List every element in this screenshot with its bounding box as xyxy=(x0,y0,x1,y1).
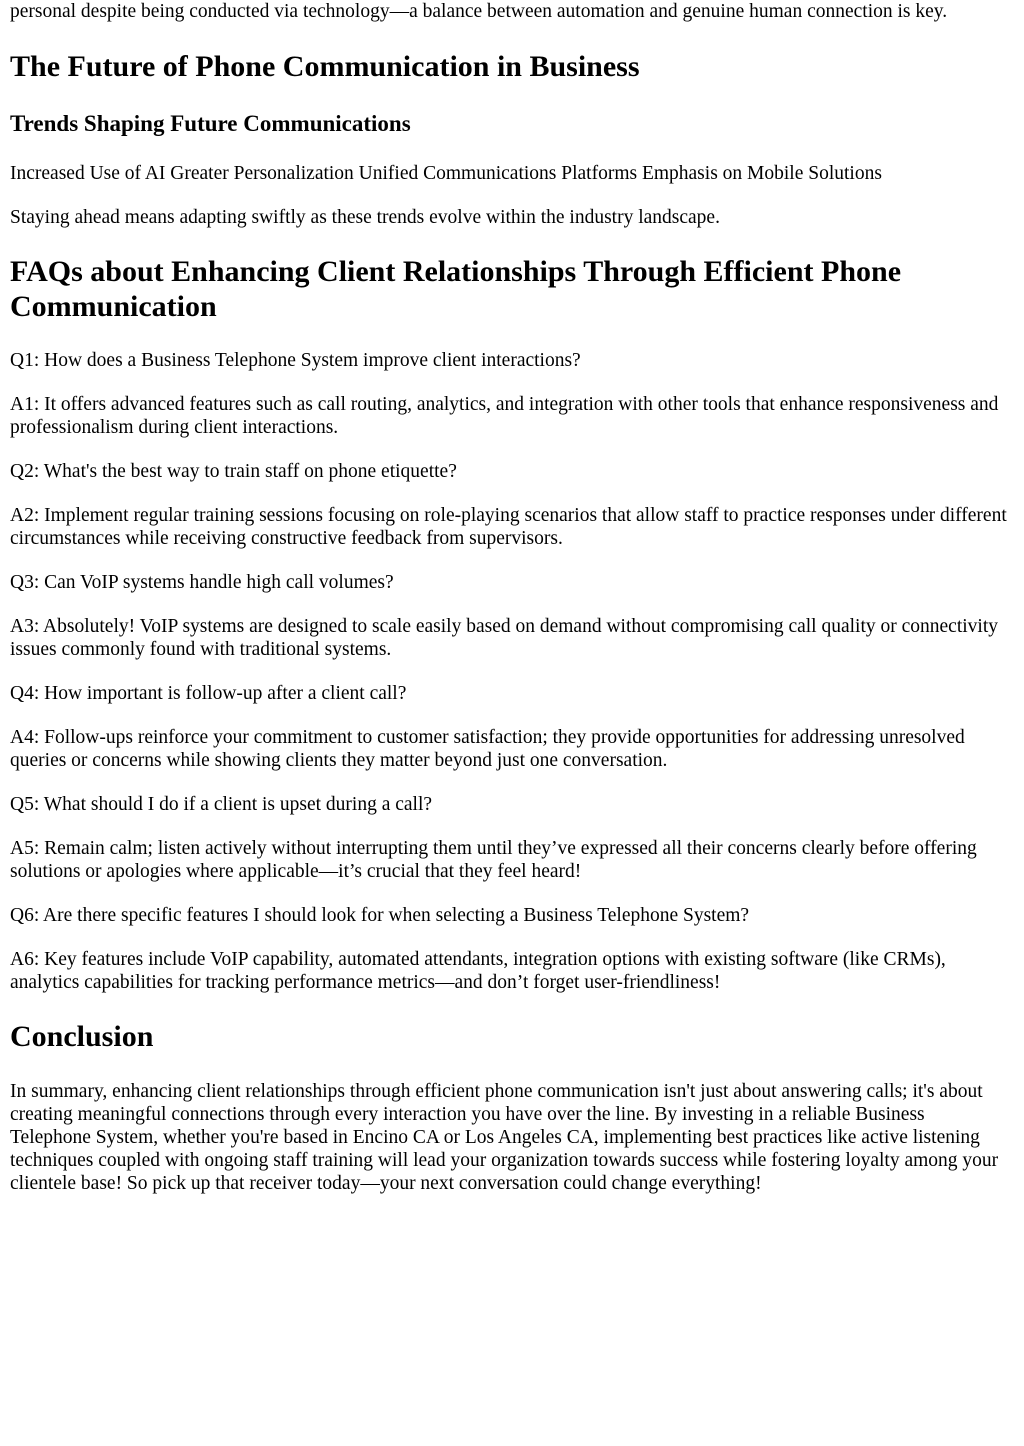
faq-answer-4: A4: Follow-ups reinforce your commitment to customer satisfaction; they provide opportunities for addressing unresolved queries or concerns while showing clients they matter beyond just one conversation. xyxy=(10,727,965,771)
future-heading: The Future of Phone Communication in Business xyxy=(10,50,640,83)
intro-tail-text: personal despite being conducted via technology—a balance between automation and genuine human connection is key. xyxy=(10,1,948,22)
faq-question-4: Q4: How important is follow-up after a client call? xyxy=(10,683,407,704)
faq-question-3: Q3: Can VoIP systems handle high call volumes? xyxy=(10,572,394,593)
trends-list-text: Increased Use of AI Greater Personalization Unified Communications Platforms Emphasis on Mobile Solutions xyxy=(10,163,882,184)
future-summary-text: Staying ahead means adapting swiftly as these trends evolve within the industry landscape. xyxy=(10,207,720,228)
faq-answer-6: A6: Key features include VoIP capability, automated attendants, integration options with existing software (like CRMs), analytics capabilities for tracking performance metrics—and don’t forget user-friendliness! xyxy=(10,949,946,993)
faq-answer-2: A2: Implement regular training sessions focusing on role-playing scenarios that allow staff to practice responses under different circumstances while receiving constructive feedback from supervisors. xyxy=(10,505,1007,549)
faq-question-2: Q2: What's the best way to train staff on phone etiquette? xyxy=(10,461,457,482)
faq-question-5: Q5: What should I do if a client is upset during a call? xyxy=(10,794,433,815)
faq-answer-3: A3: Absolutely! VoIP systems are designed to scale easily based on demand without compromising call quality or connectivity issues commonly found with traditional systems. xyxy=(10,616,999,660)
trends-subheading: Trends Shaping Future Communications xyxy=(10,111,411,136)
conclusion-heading: Conclusion xyxy=(10,1020,154,1053)
faqs-heading: FAQs about Enhancing Client Relationships Through Efficient Phone Communication xyxy=(10,255,902,323)
faq-question-1: Q1: How does a Business Telephone System improve client interactions? xyxy=(10,350,581,371)
faq-question-6: Q6: Are there specific features I should look for when selecting a Business Telephone System? xyxy=(10,905,750,926)
conclusion-text: In summary, enhancing client relationships through efficient phone communication isn't just about answering calls; it's about creating meaningful connections through every interaction you have over the line. By investing in a reliable Business Telephone System, whether you're based in Encino CA or Los Angeles CA, implementing best practices like active listening techniques coupled with ongoing staff training will lead your organization towards success while fostering loyalty among your clientele base! So pick up that receiver today—your next conversation could change everything! xyxy=(10,1081,999,1194)
faq-answer-5: A5: Remain calm; listen actively without interrupting them until they’ve expressed all their concerns clearly before offering solutions or apologies where applicable—it’s crucial that they feel heard! xyxy=(10,838,977,882)
faq-answer-1: A1: It offers advanced features such as call routing, analytics, and integration with other tools that enhance responsiveness and professionalism during client interactions. xyxy=(10,394,999,438)
